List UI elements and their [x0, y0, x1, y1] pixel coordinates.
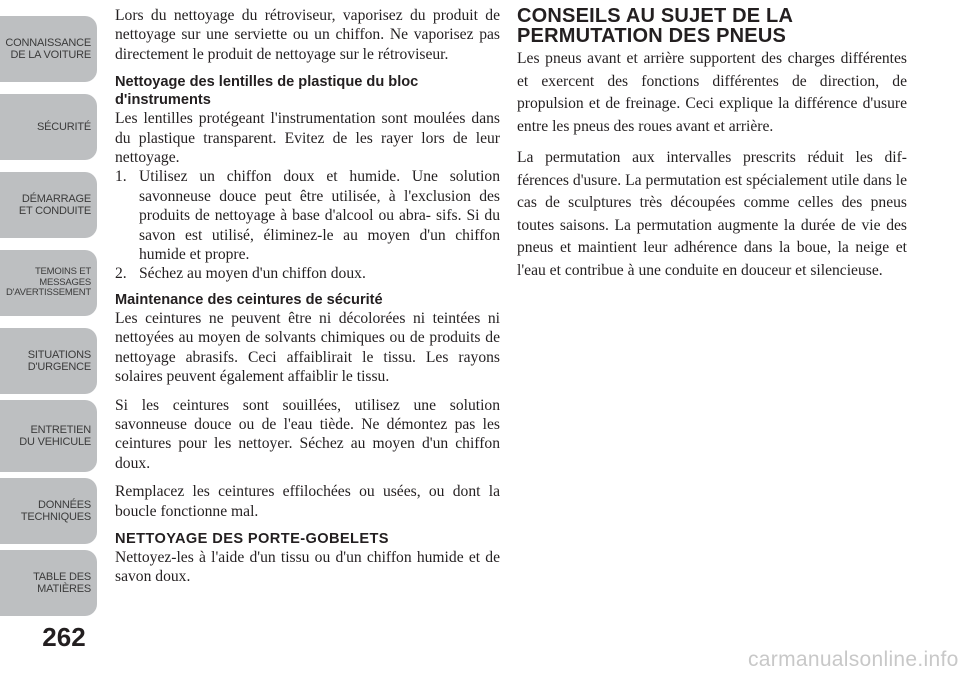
list-item [115, 167, 500, 264]
tab-label-line: ET CONDUITE [18, 205, 91, 217]
tab-label-line: TECHNIQUES [20, 511, 91, 523]
tab-label-line: DONNÉES [38, 499, 91, 511]
step-text: Utilisez un chiffon doux et humide. Une solution savonneuse douce peut être utilisée, à l'exclusion des produits de nettoyage à base d'alcool ou abra- sifs. Si du savon est utilisé, éliminez-le au moyen d'un chiffon humide et propre. [139, 168, 500, 264]
right-column [517, 6, 907, 291]
tab-label-line: MATIÈRES [37, 583, 91, 595]
seat-belt-paragraph-1: Les ceintures ne peuvent être ni décolorées ni teintées ni nettoyées au moyen de solvants chimiques ou de produits de nettoyage abrasifs. Ceci affaiblirait le tissu. Les rayons solaires peuvent également affaiblir le tissu. [115, 309, 500, 386]
seat-belt-heading: Maintenance des ceintures de sécurité [115, 291, 383, 308]
tab-label-line: TABLE DES [33, 571, 91, 583]
tab-demarrage-conduite[interactable] [0, 172, 97, 238]
cup-holder-paragraph: Nettoyez-les à l'aide d'un tissu ou d'un chiffon humide et de savon doux. [115, 548, 500, 586]
tab-label-line: MESSAGES [39, 276, 91, 288]
tab-label-line: TEMOINS ET [34, 266, 91, 278]
tab-label-line: DE LA VOITURE [10, 49, 91, 61]
tire-rotation-heading-line-1: CONSEILS AU SUJET DE LA [517, 5, 794, 27]
watermark: carmanualsonline.info [748, 648, 959, 671]
tab-temoins-messages[interactable] [0, 250, 97, 316]
tire-rotation-paragraph-2: La permutation aux intervalles prescrits réduit les dif- férences d'usure. La permutation est spécialement utile dans le cas de sculptures très découpées comme celles des pneus toutes saisons. La permutation augmente la durée de vie des pneus et maintient leur adhérence dans la boue, la neige et l'eau et contribue à une conduite en douceur et silencieuse. [517, 149, 907, 279]
seat-belt-paragraph-3: Remplacez les ceintures effilochées ou usées, ou dont la boucle fonctionne mal. [115, 483, 500, 520]
tab-label-line: DU VEHICULE [19, 436, 91, 448]
tab-situations-urgence[interactable] [0, 328, 97, 394]
tab-donnees-techniques[interactable] [0, 478, 97, 544]
tab-label-line: SITUATIONS [27, 349, 91, 361]
tab-connaissance-voiture[interactable] [0, 16, 97, 82]
mirror-cleaning-paragraph: Lors du nettoyage du rétroviseur, vaporisez du produit de nettoyage sur une serviette ou un chiffon. Ne vaporisez pas directement le produit de nettoyage sur le rétroviseur. [115, 7, 500, 63]
chapter-tabs [0, 0, 100, 678]
step-text: Séchez au moyen d'un chiffon doux. [139, 265, 366, 283]
tab-label-line: ENTRETIEN [30, 424, 91, 436]
lens-cleaning-heading: Nettoyage des lentilles de plastique du bloc d'instruments [115, 74, 419, 109]
tab-label-line: SÉCURITÉ [36, 121, 91, 133]
tire-rotation-heading [517, 6, 907, 46]
page-number: 262 [42, 622, 86, 652]
tab-label-line: D'AVERTISSEMENT [5, 287, 91, 299]
lens-cleaning-paragraph: Les lentilles protégeant l'instrumentation sont moulées dans du plastique transparent. Evitez de les rayer lors de leur nettoyage. [115, 110, 500, 167]
lens-cleaning-steps [115, 167, 500, 283]
seat-belt-paragraph-2: Si les ceintures sont souillées, utilisez une solution savonneuse douce ou de l'eau tiède. Ne démontez pas les ceintures pour les nettoyer. Séchez au moyen d'un chiffon doux. [115, 396, 500, 472]
tab-entretien-vehicule[interactable] [0, 400, 97, 472]
tire-rotation-heading-line-2: PERMUTATION DES PNEUS [517, 25, 787, 47]
tab-label-line: CONNAISSANCE [5, 37, 91, 49]
tire-rotation-paragraph-1: Les pneus avant et arrière supportent des charges différentes et exercent des fonctions différentes de direction, de propulsion et de freinage. Ceci explique la différence d'usure entre les pneus des roues avant et arrière. [517, 50, 907, 135]
left-column [115, 6, 500, 587]
tab-label-line: D'URGENCE [27, 361, 91, 373]
step-number: 1. [115, 168, 127, 186]
tab-securite[interactable] [0, 94, 97, 160]
tab-table-matieres[interactable] [0, 550, 97, 616]
tab-label-line: DÉMARRAGE [21, 193, 91, 205]
step-number: 2. [115, 265, 127, 283]
list-item [115, 264, 500, 283]
cup-holder-heading: NETTOYAGE DES PORTE-GOBELETS [115, 530, 389, 547]
